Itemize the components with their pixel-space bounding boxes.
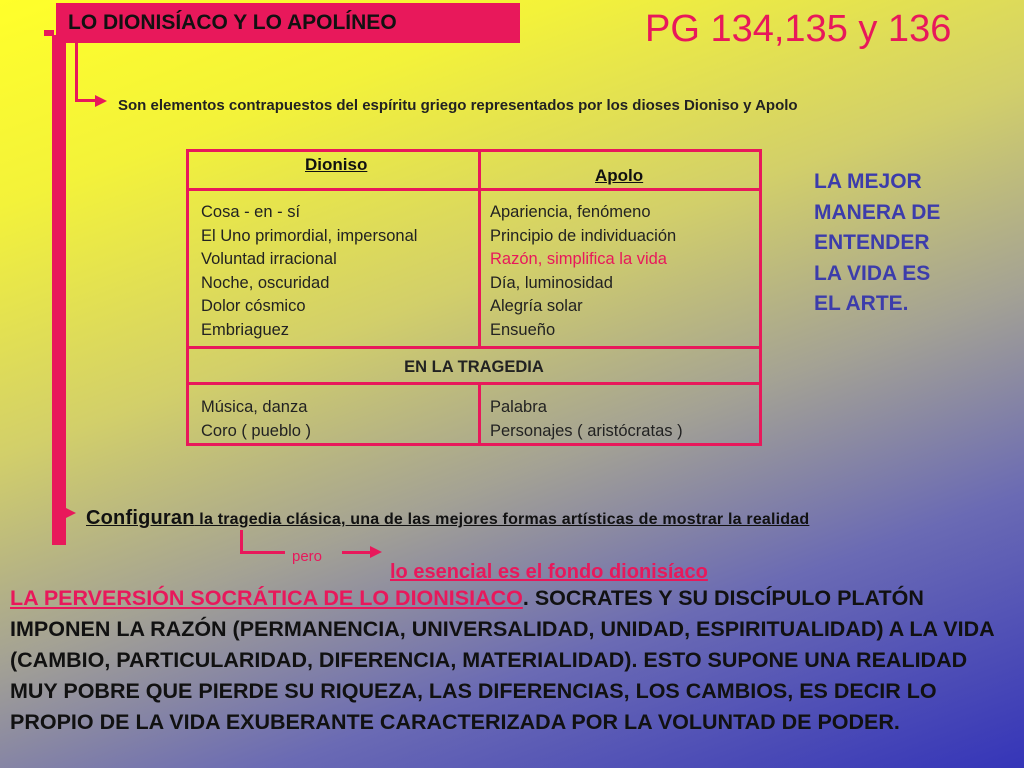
side-note-line: LA MEJOR: [814, 170, 922, 193]
header-apolo: Apolo: [595, 166, 644, 185]
slide-title: LO DIONISÍACO Y LO APOLÍNEO: [56, 3, 520, 43]
pero-arrow-icon: [370, 546, 382, 558]
list-item-highlight: Razón, simplifica la vida: [490, 250, 667, 268]
list-item: Dolor cósmico: [201, 297, 306, 315]
esencial-text: lo esencial es el fondo dionisíaco: [390, 561, 708, 583]
list-item: El Uno primordial, impersonal: [201, 226, 418, 245]
comparison-table: [186, 149, 762, 446]
side-note: [814, 167, 940, 320]
table-divider-header: [189, 188, 759, 191]
header-dioniso: Dioniso: [305, 155, 368, 174]
list-item: Ensueño: [490, 320, 556, 339]
dioniso-list: [201, 201, 417, 342]
tragedia-apolo-list: [490, 396, 683, 443]
table-divider-vertical-bottom: [478, 384, 481, 446]
side-note-line: MANERA DE: [814, 200, 941, 224]
page-reference: PG 134,135 y 136: [645, 8, 952, 50]
main-connector-bar: [52, 35, 66, 545]
list-item: Apariencia, fenómeno: [490, 203, 651, 221]
conclusion-highlight: LA PERVERSIÓN SOCRÁTICA DE LO DIONISIACO: [10, 586, 523, 610]
pero-connector-line: [342, 551, 372, 554]
conclusion-paragraph: [10, 583, 1020, 738]
table-divider-section-top: [189, 346, 759, 349]
list-item: Alegría solar: [490, 297, 583, 315]
side-note-line: LA VIDA ES: [814, 261, 931, 285]
list-item: Personajes ( aristócratas ): [490, 421, 683, 440]
tragedia-header: EN LA TRAGEDIA: [404, 358, 544, 376]
list-item: Música, danza: [201, 398, 308, 416]
connector-tick: [44, 30, 54, 36]
list-item: Principio de individuación: [490, 226, 677, 245]
intro-arrow-icon: [95, 95, 107, 107]
list-item: Día, luminosidad: [490, 273, 613, 292]
list-item: Palabra: [490, 398, 547, 416]
configuran-lead: Configuran: [86, 507, 195, 529]
list-item: Noche, oscuridad: [201, 273, 330, 292]
tragedia-dioniso-list: [201, 396, 311, 443]
list-item: Voluntad irracional: [201, 250, 337, 268]
conclusion-text: . SOCRATES Y SU DISCÍPULO PLATÓN IMPONEN LA RAZÓN (PERMANENCIA, UNIVERSALIDAD, UNIDAD, ESPIRITUALIDAD) A LA VIDA (CAMBIO, PARTICULARIDAD, DIFERENCIA, MATERIALIDAD). ESTO SUPONE UNA REALIDAD MUY POBRE QUE PIERDE SU RIQUEZA, LAS DIFERENCIAS, LOS CAMBIOS, ES DECIR LO PROPIO DE LA VIDA EXUBERANTE CARACTERIZADA POR LA VOLUNTAD DE PODER.: [10, 586, 994, 734]
apolo-list: [490, 201, 676, 342]
configuran-rest: la tragedia clásica, una de las mejores formas artísticas de mostrar la realidad: [194, 511, 810, 528]
list-item: Coro ( pueblo ): [201, 421, 312, 440]
table-divider-section-bottom: [189, 382, 759, 385]
pero-connector-vertical: [240, 530, 243, 553]
table-divider-vertical-top: [478, 152, 481, 346]
side-note-line: EL ARTE.: [814, 292, 909, 315]
intro-connector-horizontal: [75, 99, 97, 102]
side-note-line: ENTENDER: [814, 231, 930, 254]
intro-text: Son elementos contrapuestos del espíritu griego representados por los dioses Dioniso y Apolo: [118, 97, 798, 114]
intro-connector-vertical: [75, 42, 78, 102]
list-item: Cosa - en - sí: [201, 203, 301, 221]
configuran-arrow-icon: [64, 507, 76, 519]
configuran-text: [86, 507, 809, 530]
list-item: Embriaguez: [201, 320, 290, 339]
pero-connector-horizontal: [240, 551, 285, 554]
pero-label: pero: [292, 548, 323, 565]
